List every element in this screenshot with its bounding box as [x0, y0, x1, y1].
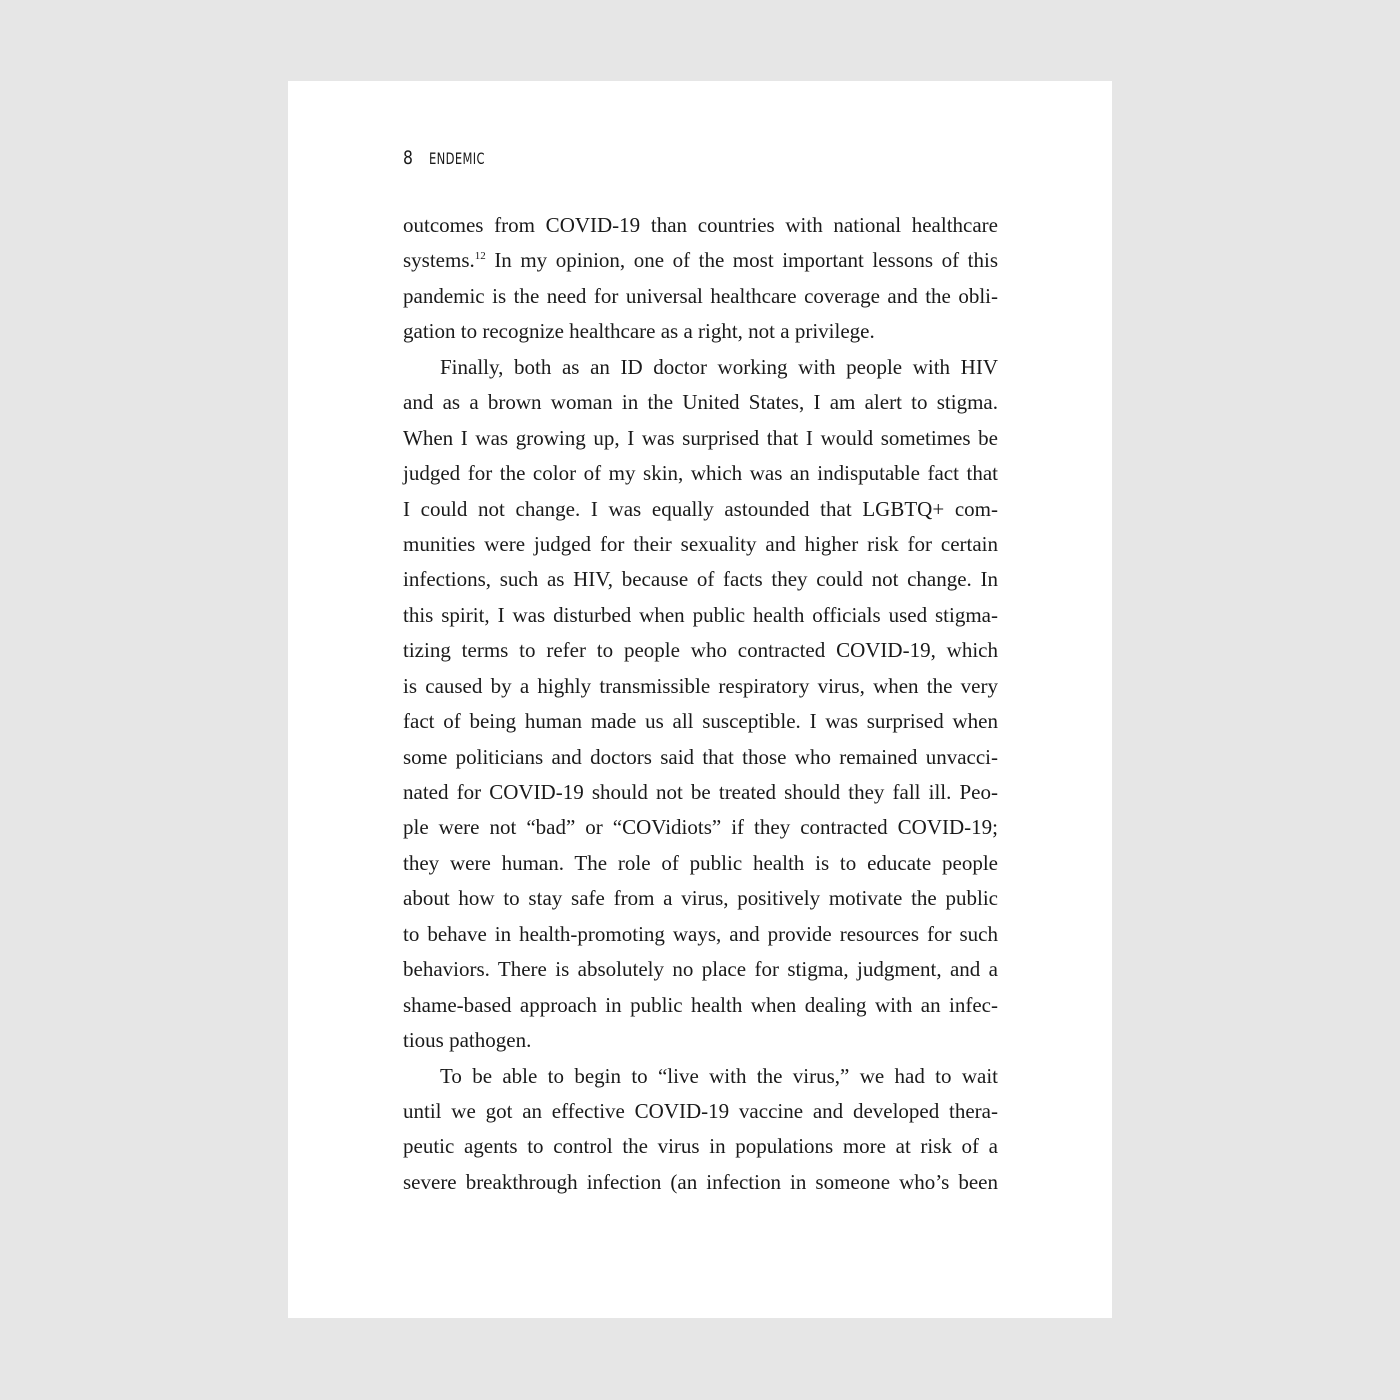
footnote-reference: 12 — [474, 250, 486, 263]
text-line: tious pathogen. — [403, 1028, 532, 1053]
text-line: and as a brown woman in the United States, I am alert to stigma. — [403, 390, 998, 415]
text-line: peutic agents to control the virus in populations more at risk of a — [403, 1134, 998, 1159]
text-line: tizing terms to refer to people who contracted COVID-19, which — [403, 638, 998, 663]
text-line — [403, 243, 998, 278]
text-line: ple were not “bad” or “COVidiots” if they contracted COVID-19; — [403, 815, 998, 840]
text-line: fact of being human made us all susceptible. I was surprised when — [403, 709, 998, 734]
text-line: is caused by a highly transmissible respiratory virus, when the very — [403, 673, 998, 698]
text-line: this spirit, I was disturbed when public health officials used stigma- — [403, 602, 998, 627]
text-line: munities were judged for their sexuality and higher risk for certain — [403, 531, 998, 556]
text-line: infections, such as HIV, because of facts they could not change. In — [403, 567, 998, 592]
text-line: shame-based approach in public health when dealing with an infec- — [403, 992, 998, 1017]
book-title: ENDEMIC — [429, 149, 486, 168]
body-text — [403, 208, 998, 1200]
page-number: 8 — [403, 147, 413, 169]
paragraph-first-line: To be able to begin to “live with the virus,” we had to wait — [440, 1063, 998, 1088]
text-line: some politicians and doctors said that those who remained unvacci- — [403, 744, 998, 769]
text-fragment: In my opinion, one of the most important lessons of this — [485, 248, 998, 273]
text-fragment: systems. — [403, 248, 475, 273]
text-line: they were human. The role of public health is to educate people — [403, 850, 998, 875]
text-line: pandemic is the need for universal healthcare coverage and the obli- — [403, 283, 998, 308]
text-line: to behave in health-promoting ways, and provide resources for such — [403, 921, 998, 946]
book-page — [288, 81, 1112, 1318]
text-line: about how to stay safe from a virus, positively motivate the public — [403, 886, 998, 911]
text-line: nated for COVID-19 should not be treated should they fall ill. Peo- — [403, 780, 998, 804]
text-line: until we got an effective COVID-19 vaccine and developed thera- — [403, 1098, 998, 1123]
running-head — [403, 147, 507, 169]
text-line: behaviors. There is absolutely no place for stigma, judgment, and a — [403, 957, 998, 982]
text-line: judged for the color of my skin, which was an indisputable fact that — [403, 461, 998, 486]
text-line: I could not change. I was equally astounded that LGBTQ+ com- — [403, 496, 998, 521]
text-line: gation to recognize healthcare as a right, not a privilege. — [403, 319, 875, 344]
text-line: outcomes from COVID-19 than countries with national healthcare — [403, 213, 998, 237]
paragraph-first-line: Finally, both as an ID doctor working with people with HIV — [440, 354, 998, 379]
text-line: When I was growing up, I was surprised that I would sometimes be — [403, 425, 998, 450]
text-line: severe breakthrough infection (an infection in someone who’s been — [403, 1169, 998, 1194]
